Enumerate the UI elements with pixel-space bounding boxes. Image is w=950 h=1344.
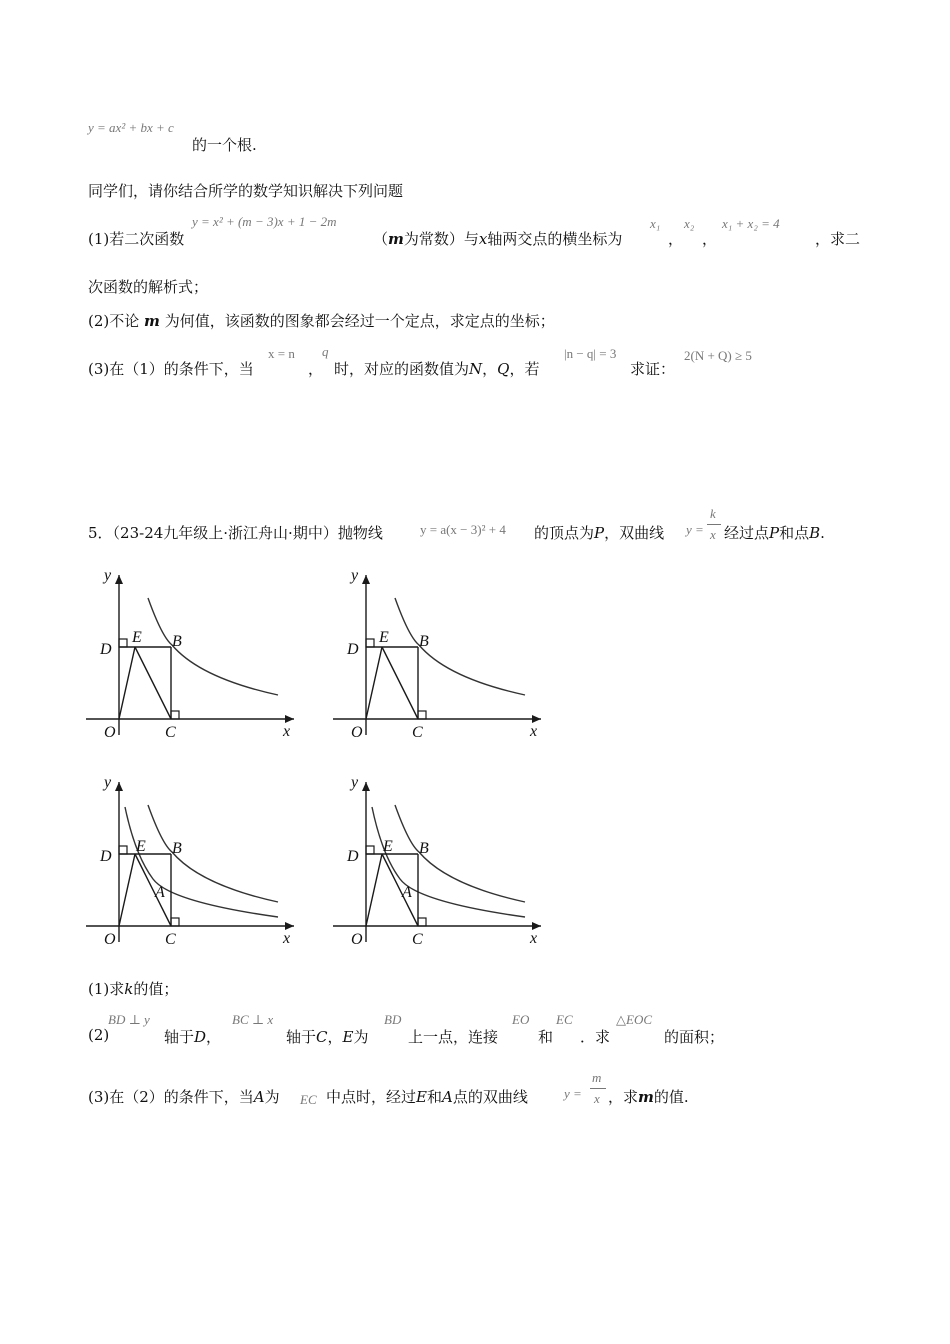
fig4-right-angle-D	[366, 846, 374, 854]
intro-suffix: 的一个根.	[192, 136, 257, 154]
fig1-label-C: C	[165, 724, 176, 741]
fig4-label-x: x	[530, 930, 538, 947]
fig1-label-E: E	[132, 629, 142, 646]
q4-p3-q: q	[322, 344, 329, 359]
q4-p1-comma2: ，	[702, 230, 718, 248]
fig1-label-O: O	[104, 724, 116, 741]
q5-p3-E: E	[416, 1088, 427, 1106]
q5-text-d: 和点	[779, 524, 810, 542]
q5-p3-EC: EC	[300, 1092, 317, 1107]
q5-p3-text-c: 中点时，经过	[326, 1088, 417, 1106]
q5-p3-text-d: 和	[426, 1088, 442, 1106]
q5-p2-E: E	[342, 1028, 354, 1046]
q5-p2-comma1: ，	[206, 1028, 222, 1046]
fig4-seg-OE	[366, 854, 382, 926]
fig2-seg-EC	[382, 647, 418, 719]
fig3-right-angle-C	[171, 918, 179, 926]
q5-p2-he: 和	[538, 1028, 554, 1046]
q5-text-c: 经过点	[724, 524, 770, 542]
q5-header-end	[724, 522, 825, 543]
fig1-x-arrow	[285, 715, 294, 723]
q4-p2-text-b: 为何值，该函数的图象都会经过一个定点，求定点的坐标；	[164, 312, 555, 330]
figure-3	[86, 774, 294, 948]
q5-end: .	[820, 524, 825, 542]
q4-p3-text-d: 求证：	[630, 360, 676, 378]
fig4-right-angle-C	[418, 918, 426, 926]
fig4-label-D: D	[347, 848, 359, 865]
q5-p3-text-f: ，求	[608, 1088, 639, 1106]
fig4-label-A: A	[402, 884, 412, 901]
q5-p3-y: y =	[564, 1086, 582, 1101]
figure-2	[333, 567, 541, 741]
q4-p1-line1-b	[373, 228, 622, 249]
q4-p1-text-a: 若二次函数	[109, 230, 185, 248]
q5-p2-text-e: ．求	[580, 1028, 611, 1046]
q5-p1-num: (1)	[88, 980, 110, 998]
figure-4	[333, 774, 541, 948]
q5-hyper-bar	[707, 524, 721, 525]
fig2-label-x: x	[530, 723, 538, 740]
q5-p2-text-c: 为	[353, 1028, 369, 1046]
fig2-right-angle-C	[418, 711, 426, 719]
fig3-label-A: A	[155, 884, 165, 901]
q5-p2-tri: △EOC	[616, 1012, 652, 1027]
q4-p1-line2: 次函数的解析式；	[88, 278, 209, 296]
q4-p3-text-a: 在（1）的条件下，当	[109, 360, 254, 378]
q5-p1-k: k	[124, 980, 134, 998]
q5-p2-text-a: 轴于	[164, 1028, 195, 1046]
q5-p2-C: C	[316, 1028, 328, 1046]
q5-p2-text-d: 上一点，连接	[408, 1028, 499, 1046]
fig2-label-E: E	[379, 629, 389, 646]
fig4-x-arrow	[532, 922, 541, 930]
q5-p2-D: D	[194, 1028, 207, 1046]
fig3-label-O: O	[104, 931, 116, 948]
fig1-right-angle-D	[119, 639, 127, 647]
q4-p1-comma1: ，	[668, 230, 684, 248]
fig2-y-arrow	[362, 575, 370, 584]
fig3-label-x: x	[283, 930, 291, 947]
q5-p3-text-b: 为	[264, 1088, 280, 1106]
q5-p3-A2: A	[441, 1088, 453, 1106]
q4-p3-comma: ，	[308, 360, 324, 378]
q4-p1-text-d: 轴两交点的横坐标为	[487, 230, 623, 248]
q5-p2-text-b: 轴于	[286, 1028, 317, 1046]
q4-p1-x: x	[478, 230, 488, 248]
fig3-y-arrow	[115, 782, 123, 791]
q4-p3-xn: x = n	[268, 346, 295, 361]
q5-parabola: y = a(x − 3)² + 4	[420, 522, 506, 537]
q5-p2-comma2: ，	[327, 1028, 343, 1046]
fig3-x-arrow	[285, 922, 294, 930]
fig2-seg-OE	[366, 647, 382, 719]
q4-p1-formula: y = x² + (m − 3)x + 1 − 2m	[192, 214, 337, 229]
fig3-hyperbola-inner	[125, 807, 278, 917]
q5-p2-text-f: 的面积；	[664, 1028, 725, 1046]
q4-p1-sum: x₁ + x₂ = 4	[722, 216, 780, 231]
fig2-label-O: O	[351, 724, 363, 741]
fig1-seg-OE	[119, 647, 135, 719]
q5-p3-end	[608, 1086, 689, 1107]
q4-p2-text-a: 不论	[109, 312, 140, 330]
q4-p2	[88, 310, 555, 331]
q4-p3-sep: ，	[482, 360, 498, 378]
fig2-label-D: D	[347, 641, 359, 658]
q5-P: P	[594, 524, 605, 542]
q5-p3-text-e: 点的双曲线	[452, 1088, 528, 1106]
fig3-label-C: C	[165, 931, 176, 948]
q5-hyper-y: y =	[686, 522, 704, 537]
q5-source: （23-24九年级上·浙江舟山·期中）抛物线	[112, 524, 383, 542]
fig3-label-D: D	[100, 848, 112, 865]
q4-p1-x2: x₂	[684, 216, 695, 231]
q4-p1-line1	[88, 228, 184, 249]
fig3-label-B: B	[172, 840, 182, 857]
fig2-label-C: C	[412, 724, 423, 741]
q5-hyper-k: k	[710, 506, 716, 521]
fig4-label-O: O	[351, 931, 363, 948]
q4-p1-text-c: 为常数）与	[403, 230, 479, 248]
q4-p1-text-b: （	[373, 230, 389, 248]
q4-p3-text-b: 时，对应的函数值为	[334, 360, 470, 378]
fig4-label-B: B	[419, 840, 429, 857]
q4-p3-abs: |n − q| = 3	[564, 346, 617, 361]
q5-p3-mid	[326, 1086, 528, 1107]
q5-p3-A: A	[253, 1088, 265, 1106]
fig1-label-x: x	[283, 723, 291, 740]
q5-p2-mid1	[164, 1026, 221, 1047]
figure-1	[86, 567, 294, 741]
fig3-label-E: E	[136, 838, 146, 855]
q5-p2-EO: EO	[512, 1012, 530, 1027]
q5-header	[88, 522, 383, 543]
q5-num: 5．	[88, 524, 113, 542]
q5-p2-mid2	[286, 1026, 368, 1047]
q5-B: B	[809, 524, 821, 542]
q5-p3-num: (3)	[88, 1088, 110, 1106]
fig2-label-B: B	[419, 633, 429, 650]
q5-p3-start	[88, 1086, 280, 1107]
fig1-label-D: D	[100, 641, 112, 658]
fig4-label-E: E	[383, 838, 393, 855]
q5-p2-EC: EC	[556, 1012, 573, 1027]
q5-p3-text-a: 在（2）的条件下，当	[109, 1088, 254, 1106]
q5-p3-frac-bar	[590, 1088, 606, 1089]
q5-p2-bd: BD ⊥ y	[108, 1012, 150, 1027]
figure-grid	[80, 560, 550, 974]
q4-p3-num: (3)	[88, 360, 110, 378]
q5-p3-x-den: x	[594, 1091, 600, 1106]
fig3-seg-EC	[135, 854, 171, 926]
q4-p3-start	[88, 358, 254, 379]
q4-p1-text-e: ，求二	[815, 230, 861, 248]
fig3-seg-OE	[119, 854, 135, 926]
fig1-label-B: B	[172, 633, 182, 650]
q4-p1-m: m	[388, 230, 404, 248]
fig4-hyperbola-inner	[372, 807, 525, 917]
fig1-label-y: y	[104, 567, 112, 584]
fig2-label-y: y	[351, 567, 359, 584]
q5-p1-text-a: 求	[109, 980, 125, 998]
q5-figures	[80, 560, 550, 970]
fig4-label-y: y	[351, 774, 359, 791]
q5-hyper-x: x	[710, 527, 716, 542]
lead-text: 同学们，请你结合所学的数学知识解决下列问题	[88, 182, 404, 200]
q5-p2-bc: BC ⊥ x	[232, 1012, 274, 1027]
fig3-right-angle-D	[119, 846, 127, 854]
q5-P2: P	[769, 524, 780, 542]
q5-p1	[88, 978, 178, 999]
q4-p3-Q: Q	[497, 360, 510, 378]
q5-p3-m2: m	[638, 1088, 654, 1106]
intro-formula: y = ax² + bx + c	[88, 120, 174, 135]
q5-p2-BD: BD	[384, 1012, 402, 1027]
q4-p3-text-c: ，若	[509, 360, 540, 378]
q4-p3-mid	[334, 358, 539, 379]
fig4-label-C: C	[412, 931, 423, 948]
q5-p2-num: (2)	[88, 1026, 110, 1044]
q4-p2-m: m	[144, 312, 160, 330]
fig4-seg-EC	[382, 854, 418, 926]
q5-p3-m-num: m	[592, 1070, 602, 1085]
fig1-right-angle-C	[171, 711, 179, 719]
fig2-x-arrow	[532, 715, 541, 723]
q4-p1-x1: x₁	[650, 216, 661, 231]
q5-text-a: 的顶点为	[534, 524, 595, 542]
q5-p1-text-b: 的值；	[133, 980, 179, 998]
fig3-label-y: y	[104, 774, 112, 791]
q5-text-b: ，双曲线	[604, 524, 665, 542]
fig2-right-angle-D	[366, 639, 374, 647]
q4-p2-num: (2)	[88, 312, 110, 330]
q4-p3-ineq: 2(N + Q) ≥ 5	[684, 348, 752, 363]
q5-header-mid	[534, 522, 664, 543]
q5-p3-text-g: 的值.	[653, 1088, 689, 1106]
fig4-y-arrow	[362, 782, 370, 791]
q4-p1-num: (1)	[88, 230, 110, 248]
fig1-seg-EC	[135, 647, 171, 719]
q4-p3-N: N	[469, 360, 483, 378]
fig1-y-arrow	[115, 575, 123, 584]
